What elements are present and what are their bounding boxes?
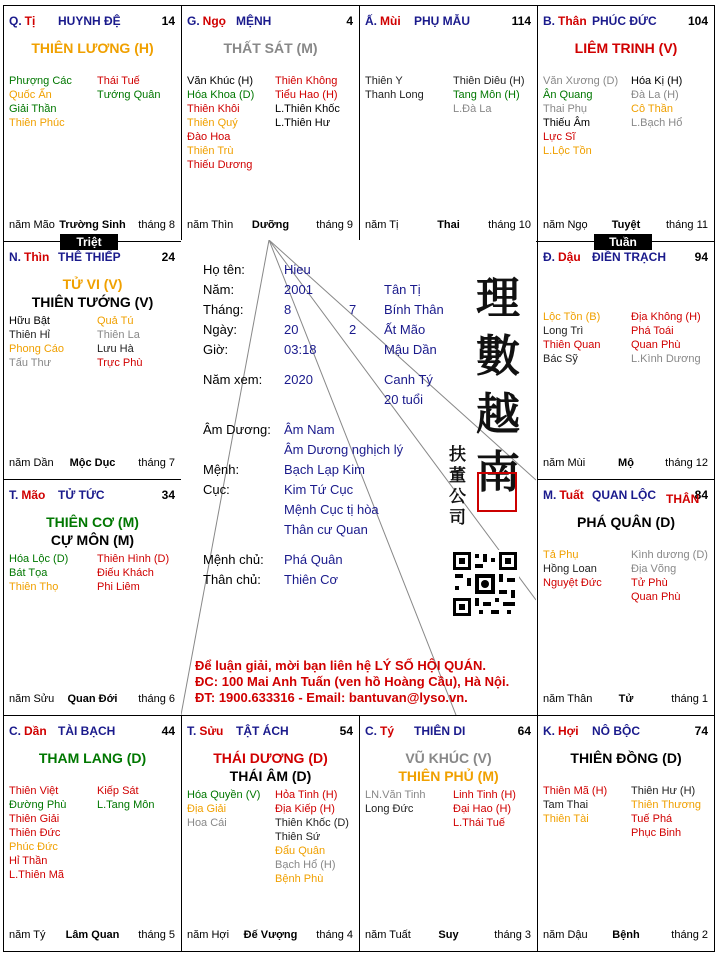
minor-star: Lưu Hà	[97, 343, 134, 355]
menh-chu-label: Mệnh chủ:	[203, 552, 264, 567]
position-letter: M.	[543, 488, 557, 502]
minor-star: Phượng Các	[9, 75, 72, 87]
nam-label: Năm:	[203, 282, 235, 297]
foot-cycle: Dưỡng	[251, 219, 290, 231]
position-letter: C.	[9, 724, 21, 738]
minor-star: Lộc Tồn (B)	[543, 311, 601, 323]
foot-cycle: Suy	[438, 929, 459, 941]
minor-star: Thiên Trù	[187, 145, 234, 157]
minor-star: Hữu Bật	[9, 315, 50, 327]
palace-name: PHÚC ĐỨC	[592, 14, 657, 28]
ngay-am: 2	[349, 322, 357, 337]
minor-star: Hóa Khoa (D)	[187, 89, 255, 101]
minor-star: Tam Thai	[543, 799, 589, 811]
branch-name: Sửu	[199, 724, 224, 738]
branch-name: Tị	[24, 14, 36, 28]
palace-position	[365, 724, 394, 738]
palace-mui	[359, 5, 538, 242]
palace-name: THÊ THIẾP	[58, 250, 121, 264]
minor-stars-left	[9, 314, 64, 370]
cuc-value: Kim Tứ Cục	[284, 482, 354, 497]
palace-ty2	[359, 715, 538, 952]
palace-name: PHỤ MẪU	[414, 14, 470, 28]
foot-month: tháng 8	[138, 219, 175, 231]
minor-star: L.Thái Tuế	[453, 817, 505, 829]
minor-star: L.Bạch Hổ	[631, 117, 683, 129]
palace-number: 64	[517, 724, 531, 738]
minor-star: Thái Tuế	[97, 75, 140, 87]
position-letter: T.	[187, 724, 197, 738]
minor-star: Hóa Kị (H)	[631, 75, 683, 87]
foot-month: tháng 2	[671, 929, 708, 941]
minor-star: Thiên Hình (D)	[97, 553, 170, 565]
menh-value: Bạch Lạp Kim	[284, 462, 365, 477]
minor-star: Thiên Khốc (D)	[275, 817, 349, 829]
main-star: THIÊN LƯƠNG (H)	[31, 40, 154, 56]
foot-cycle: Trường Sinh	[59, 219, 126, 231]
main-star: THIÊN PHỦ (M)	[398, 768, 499, 784]
minor-stars-right	[453, 74, 525, 116]
foot-month: tháng 4	[316, 929, 353, 941]
foot-cycle: Lâm Quan	[65, 929, 120, 941]
palace-position	[187, 724, 223, 738]
position-letter: Đ.	[543, 250, 555, 264]
main-star: THÁI DƯƠNG (D)	[213, 750, 328, 766]
minor-star: Hồng Loan	[543, 563, 597, 575]
palace-position	[543, 488, 584, 502]
palace-ty	[3, 5, 182, 242]
minor-star: Hóa Quyền (V)	[187, 789, 261, 801]
minor-star: Hoa Cái	[187, 817, 227, 829]
minor-star: Địa Giải	[187, 803, 227, 815]
foot-month: tháng 11	[665, 219, 708, 231]
contact-line-1: Để luận giải, mời bạn liên hệ LÝ SỐ HỘI QUÁN.	[195, 658, 486, 673]
thang-label: Tháng:	[203, 302, 244, 317]
palace-number: 74	[694, 724, 708, 738]
minor-stars-right	[631, 310, 701, 366]
minor-stars-right	[631, 548, 708, 604]
foot-year: năm Sửu	[9, 693, 55, 705]
palace-name: NÔ BỘC	[592, 724, 640, 738]
minor-star: Kiếp Sát	[97, 785, 139, 797]
position-letter: K.	[543, 724, 555, 738]
foot-year: năm Dậu	[543, 929, 588, 941]
minor-star: Bát Tọa	[9, 567, 48, 579]
minor-star: Đẩu Quân	[275, 845, 326, 857]
minor-star: Tang Môn (H)	[453, 89, 520, 101]
minor-star: Địa Không (H)	[631, 311, 701, 323]
minor-star: L.Thiên Hư	[275, 117, 331, 129]
foot-cycle: Đế Vượng	[243, 929, 298, 941]
minor-star: Ân Quang	[543, 89, 593, 101]
than-chu-label: Thân chủ:	[203, 572, 261, 587]
branch-name: Hợi	[558, 724, 579, 738]
minor-star: Quan Phù	[631, 591, 681, 603]
minor-star: L.Thiên Mã	[9, 869, 65, 881]
minor-star: Hỏa Tinh (H)	[275, 789, 338, 801]
main-star: PHÁ QUÂN (D)	[577, 514, 675, 530]
minor-star: Thiên Quý	[187, 117, 238, 129]
minor-star: Thiên Thương	[631, 799, 702, 811]
minor-star: Linh Tinh (H)	[453, 789, 516, 801]
ngay-label: Ngày:	[203, 322, 237, 337]
minor-stars-left	[9, 784, 66, 882]
foot-cycle: Bệnh	[612, 929, 640, 941]
palace-dan	[3, 715, 182, 952]
branch-name: Ngọ	[202, 14, 226, 28]
palace-dau	[537, 241, 715, 480]
position-letter: N.	[9, 250, 21, 264]
minor-star: Thiên Mã (H)	[543, 785, 608, 797]
minor-star: Tuế Phá	[631, 813, 673, 825]
palace-name: ĐIỀN TRẠCH	[592, 250, 666, 264]
position-letter: Ấ.	[365, 14, 377, 28]
minor-star: Tấu Thư	[9, 357, 52, 369]
palace-name: TẬT ÁCH	[236, 724, 289, 738]
position-letter: B.	[543, 14, 555, 28]
minor-star: LN.Văn Tinh	[365, 789, 426, 801]
minor-stars-left	[9, 552, 68, 594]
minor-star: Tử Phù	[631, 577, 668, 589]
minor-star: Tướng Quân	[97, 89, 161, 101]
minor-star: Đường Phù	[9, 799, 67, 811]
minor-star: Thiên Hỉ	[9, 329, 50, 341]
palace-name: QUAN LỘC	[592, 488, 656, 502]
minor-star: Long Trì	[543, 325, 584, 337]
palace-tuat	[537, 479, 715, 716]
minor-star: Thiên Hư (H)	[631, 785, 696, 797]
minor-stars-left	[365, 788, 426, 816]
minor-star: Quốc Ấn	[9, 89, 52, 101]
minor-star: Đào Hoa	[187, 131, 231, 143]
minor-star: Tả Phụ	[543, 549, 579, 561]
foot-cycle: Tuyệt	[611, 219, 641, 231]
ho-ten-label: Họ tên:	[203, 262, 245, 277]
nam-xem-value: 2020	[284, 372, 313, 387]
foot-cycle: Mộ	[618, 457, 634, 469]
thang-value: 8	[284, 302, 292, 317]
palace-position	[543, 14, 587, 28]
menh-chu-value: Phá Quân	[284, 552, 343, 567]
minor-star: Giải Thần	[9, 103, 57, 115]
branch-name: Thìn	[24, 250, 50, 264]
minor-stars-right	[275, 74, 340, 130]
palace-number: 44	[161, 724, 175, 738]
palace-number: 94	[694, 250, 708, 264]
minor-stars-right	[453, 788, 516, 830]
foot-month: tháng 7	[138, 457, 175, 469]
minor-star: Thanh Long	[365, 89, 424, 101]
foot-year: năm Thìn	[187, 219, 234, 231]
minor-star: Quả Tú	[97, 315, 134, 327]
minor-star: Thiên Phúc	[9, 117, 65, 129]
position-letter: C.	[365, 724, 377, 738]
foot-year: năm Thân	[543, 693, 593, 705]
palace-position	[9, 250, 49, 264]
minor-star: Thai Phụ	[543, 103, 588, 115]
main-star: THIÊN ĐỒNG (D)	[570, 750, 682, 766]
than-chu-value: Thiên Cơ	[284, 572, 339, 587]
foot-year: năm Tị	[365, 219, 399, 231]
minor-star: L.Đà La	[453, 103, 492, 115]
minor-star: L.Kình Dương	[631, 353, 701, 365]
minor-star: Hóa Lộc (D)	[9, 553, 69, 565]
branch-name: Mão	[21, 488, 46, 502]
minor-star: Thiên Diêu (H)	[453, 75, 525, 87]
palace-number: 114	[511, 14, 531, 28]
gio-can: Mậu Dần	[384, 342, 437, 357]
foot-month: tháng 6	[138, 693, 175, 705]
tuan-badge: Tuần	[594, 234, 652, 250]
palace-position	[9, 724, 47, 738]
foot-month: tháng 12	[665, 457, 708, 469]
minor-star: L.Lộc Tồn	[543, 145, 592, 157]
am-duong-label: Âm Dương:	[203, 422, 271, 437]
palace-number: 34	[161, 488, 175, 502]
minor-star: Văn Khúc (H)	[187, 75, 254, 87]
am-duong-value: Âm Nam	[284, 422, 335, 437]
minor-star: Tiểu Hao (H)	[275, 89, 338, 101]
palace-name: MỆNH	[236, 14, 272, 28]
foot-year: năm Hợi	[187, 929, 230, 941]
minor-star: L.Thiên Khốc	[275, 103, 340, 115]
thang-am: 7	[349, 302, 357, 317]
minor-star: Nguyệt Đức	[543, 577, 602, 589]
tuoi: 20 tuổi	[384, 392, 424, 407]
foot-cycle: Thai	[437, 219, 460, 231]
minor-star: Thiên Thọ	[9, 581, 59, 593]
minor-star: Phi Liêm	[97, 581, 140, 593]
minor-star: Điếu Khách	[97, 567, 154, 579]
contact-line-2: ĐC: 100 Mai Anh Tuấn (ven hồ Hoàng Cầu), Hà Nội.	[195, 674, 510, 689]
foot-year: năm Ngọ	[543, 219, 588, 231]
cuc-value3: Thân cư Quan	[284, 522, 368, 537]
main-star: THAM LANG (D)	[38, 750, 147, 766]
foot-cycle: Mộc Dục	[69, 457, 116, 469]
minor-star: Thiên Khôi	[187, 103, 240, 115]
minor-star: Thiên Y	[365, 75, 403, 87]
nam-xem-can: Canh Tý	[384, 372, 433, 387]
gio-label: Giờ:	[203, 342, 229, 357]
minor-stars-right	[97, 314, 142, 370]
minor-stars-right	[275, 788, 349, 886]
position-letter: G.	[187, 14, 200, 28]
branch-name: Dậu	[558, 250, 581, 264]
minor-star: Thiên Sứ	[275, 831, 321, 843]
branch-name: Mùi	[380, 14, 401, 28]
minor-star: Văn Xương (D)	[543, 75, 619, 87]
palace-name: TÀI BẠCH	[58, 724, 116, 738]
thang-can: Bính Thân	[384, 302, 444, 317]
minor-star: Phong Cáo	[9, 343, 65, 355]
minor-stars-right	[631, 74, 682, 130]
palace-position	[543, 250, 581, 264]
am-duong-value2: Âm Dương nghịch lý	[284, 442, 404, 457]
minor-star: Thiên Quan	[543, 339, 601, 351]
minor-stars-left	[187, 788, 260, 830]
minor-stars-left	[543, 310, 600, 366]
minor-star: Kình dương (D)	[631, 549, 708, 561]
minor-stars-right	[97, 784, 154, 812]
main-star: CỰ MÔN (M)	[50, 532, 135, 548]
palace-thin	[3, 241, 182, 480]
palace-number: 54	[339, 724, 353, 738]
palace-mao	[3, 479, 182, 716]
cuc-label: Cục:	[203, 482, 230, 497]
minor-stars-right	[631, 784, 701, 840]
main-star: THIÊN TƯỚNG (V)	[31, 294, 154, 310]
palace-number: 4	[346, 14, 353, 28]
main-star: THÁI ÂM (D)	[229, 768, 312, 784]
nam-can: Tân Tị	[384, 282, 421, 297]
red-seal-icon	[477, 472, 517, 512]
palace-position	[543, 724, 579, 738]
palace-hoi	[537, 715, 715, 952]
ho-ten-value: Hieu	[284, 262, 311, 277]
palace-name: HUYNH ĐỆ	[58, 14, 121, 28]
palace-position	[187, 14, 226, 28]
palace-name: TỬ TỨC	[58, 488, 105, 502]
foot-month: tháng 1	[671, 693, 708, 705]
center-panel	[181, 240, 536, 715]
branch-name: Tuất	[559, 488, 584, 502]
palace-position	[9, 488, 45, 502]
position-letter: T.	[9, 488, 19, 502]
minor-star: Thiên Đức	[9, 827, 61, 839]
branch-name: Tý	[380, 724, 395, 738]
menh-label: Mệnh:	[203, 462, 240, 477]
minor-star: Thiên La	[97, 329, 140, 341]
foot-year: năm Tý	[9, 929, 46, 941]
palace-suu	[181, 715, 360, 952]
minor-star: Thiếu Âm	[543, 117, 591, 129]
minor-star: Địa Võng	[631, 563, 677, 575]
foot-month: tháng 3	[494, 929, 531, 941]
minor-star: Thiên Tài	[543, 813, 589, 825]
minor-stars-left	[187, 74, 254, 172]
minor-star: Long Đức	[365, 803, 414, 815]
foot-month: tháng 9	[316, 219, 353, 231]
minor-stars-left	[543, 548, 602, 590]
minor-star: Phá Toái	[631, 325, 674, 337]
branch-name: Dần	[24, 724, 47, 738]
minor-star: Bác Sỹ	[543, 353, 578, 365]
palace-position	[365, 14, 401, 28]
contact-line-3: ĐT: 1900.633316 - Email: bantuvan@lyso.vn.	[195, 690, 468, 705]
calligraphy-logo: 理數越南	[476, 273, 520, 498]
minor-star: Địa Kiếp (H)	[275, 803, 335, 815]
foot-year: năm Tuất	[365, 929, 411, 941]
foot-cycle: Tử	[618, 693, 634, 705]
palace-than	[537, 5, 715, 242]
palace-position	[9, 14, 35, 28]
minor-star: Cô Thần	[631, 103, 673, 115]
minor-star: Phục Binh	[631, 827, 682, 839]
ngay-value: 20	[284, 322, 299, 337]
main-star: THẤT SÁT (M)	[223, 40, 318, 56]
main-star: TỬ VI (V)	[62, 276, 123, 292]
than-tag: THÂN	[666, 492, 700, 506]
branch-name: Thân	[558, 14, 587, 28]
minor-star: Hỉ Thần	[9, 855, 48, 867]
minor-stars-left	[9, 74, 72, 130]
calligraphy-small: 扶董公司	[449, 445, 466, 528]
minor-stars-left	[365, 74, 424, 102]
main-star: VŨ KHÚC (V)	[405, 750, 492, 766]
foot-year: năm Mão	[9, 219, 55, 231]
cuc-value2: Mệnh Cục tị hòa	[284, 502, 379, 517]
minor-star: Đại Hao (H)	[453, 803, 512, 815]
minor-star: Lực Sĩ	[543, 131, 576, 143]
main-star: LIÊM TRINH (V)	[574, 40, 678, 56]
palace-ngo	[181, 5, 360, 242]
palace-number: 104	[687, 14, 708, 28]
palace-number: 24	[161, 250, 175, 264]
minor-star: Thiên Không	[275, 75, 338, 87]
main-star: THIÊN CƠ (M)	[46, 514, 139, 530]
nam-value: 2001	[284, 282, 313, 297]
position-letter: Q.	[9, 14, 22, 28]
ngay-can: Ất Mão	[384, 322, 426, 337]
foot-year: năm Mùi	[543, 457, 586, 469]
foot-month: tháng 5	[138, 929, 175, 941]
minor-star: Quan Phù	[631, 339, 681, 351]
minor-star: Thiên Việt	[9, 785, 59, 797]
foot-year: năm Dần	[9, 457, 54, 469]
triet-badge: Triệt	[60, 234, 118, 250]
minor-stars-left	[543, 784, 607, 826]
minor-star: Thiên Giải	[9, 813, 60, 825]
palace-number: 84	[694, 488, 708, 502]
palace-number: 14	[161, 14, 175, 28]
minor-stars-right	[97, 74, 161, 102]
minor-star: Bệnh Phù	[275, 873, 324, 885]
nam-xem-label: Năm xem:	[203, 372, 263, 387]
foot-cycle: Quan Đới	[67, 693, 118, 705]
minor-star: Đà La (H)	[631, 89, 679, 101]
palace-name: THIÊN DI	[414, 724, 466, 738]
minor-star: Phúc Đức	[9, 841, 58, 853]
minor-star: Bạch Hổ (H)	[275, 859, 336, 871]
minor-star: Trực Phù	[97, 357, 143, 369]
minor-star: Thiếu Dương	[187, 159, 253, 171]
gio-value: 03:18	[284, 342, 317, 357]
minor-stars-left	[543, 74, 618, 158]
qr-code-icon	[451, 550, 519, 618]
minor-stars-right	[97, 552, 169, 594]
minor-star: L.Tang Môn	[97, 799, 155, 811]
foot-month: tháng 10	[488, 219, 531, 231]
